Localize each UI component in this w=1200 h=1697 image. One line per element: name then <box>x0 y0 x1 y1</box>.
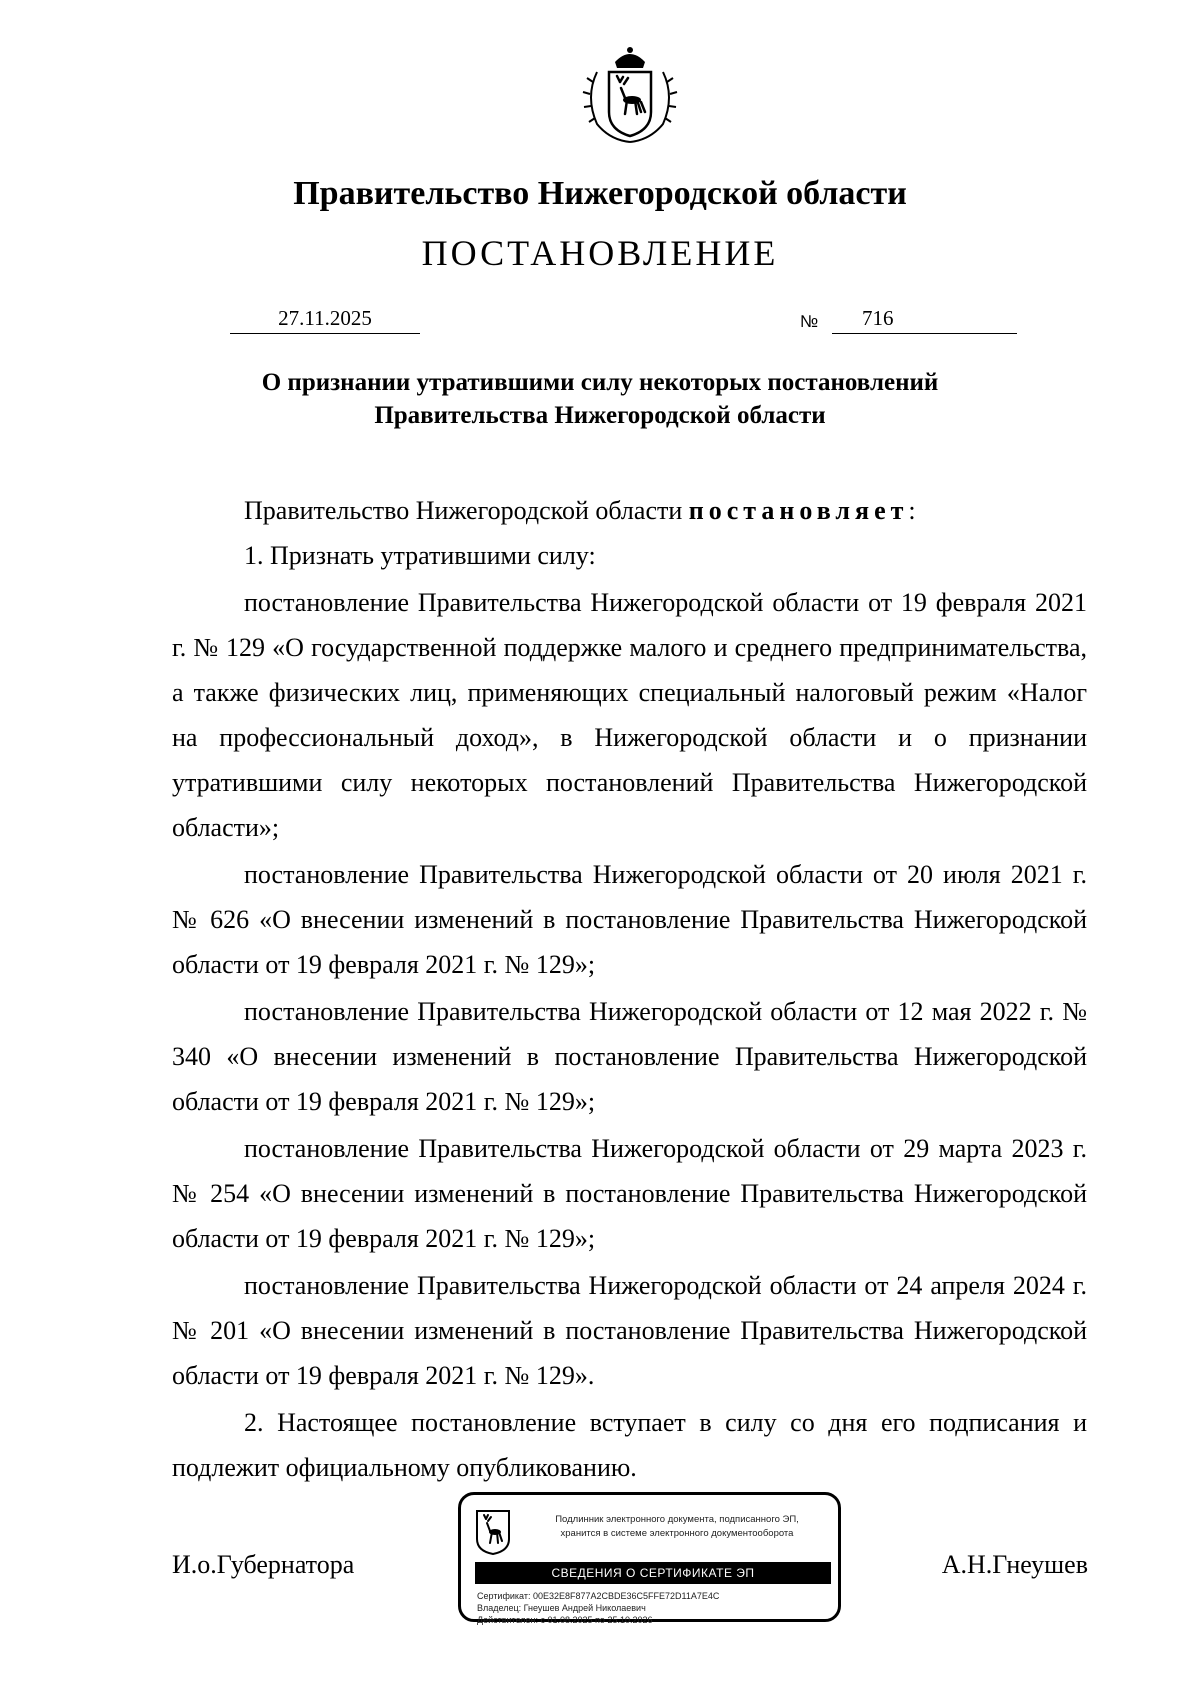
electronic-signature-stamp <box>458 1492 841 1625</box>
document-type-heading: ПОСТАНОВЛЕНИЕ <box>421 233 779 273</box>
intro-resolves: постановляет <box>688 496 909 525</box>
signatory-role: И.о.Губернатора <box>172 1550 355 1579</box>
item-2-paragraph: 2. Настоящее постановление вступает в силу со дня его подписания и подлежит официальному опубликованию. <box>172 1408 1087 1482</box>
document-title <box>0 366 1200 432</box>
repealed-act: постановление Правительства Нижегородской области от 20 июля 2021 г. № 626 «О внесении изменений в постановление Правительства Нижегородской области от 19 февраля 2021 г. № 129»; <box>172 860 1087 979</box>
item-1-heading: 1. Признать утратившими силу: <box>244 541 596 570</box>
document-number: 716 <box>832 306 1017 334</box>
organization-heading: Правительство Нижегородской области <box>293 175 907 212</box>
document-body <box>172 488 1087 1490</box>
number-label: № <box>800 312 819 331</box>
repealed-act: постановление Правительства Нижегородской области от 19 февраля 2021 г. № 129 «О государственной поддержке малого и среднего предпринимательства, а также физических лиц, применяющих специальный налоговый режим «Налог на профессиональный доход», в Нижегородской области и о признании утратившими силу некоторых постановлений Правительства Нижегородской области»; <box>172 588 1087 842</box>
title-line-2: Правительства Нижегородской области <box>374 402 826 429</box>
stamp-certificate-info <box>477 1590 719 1626</box>
signatory-name: А.Н.Гнеушев <box>941 1550 1088 1579</box>
certificate-validity: Действителен: с 01.08.2025 по 25.10.2026 <box>477 1615 653 1625</box>
repealed-act: постановление Правительства Нижегородской области от 24 апреля 2024 г. № 201 «О внесении изменений в постановление Правительства Нижегородской области от 19 февраля 2021 г. № 129». <box>172 1271 1087 1390</box>
certificate-owner: Владелец: Гнеушев Андрей Николаевич <box>477 1603 646 1613</box>
deer-emblem-icon <box>475 1509 511 1555</box>
stamp-banner: СВЕДЕНИЯ О СЕРТИФИКАТЕ ЭП <box>475 1562 831 1584</box>
stamp-note <box>521 1513 833 1541</box>
stamp-note-line-1: Подлинник электронного документа, подписанного ЭП, <box>555 1514 799 1525</box>
coat-of-arms-emblem <box>575 42 685 147</box>
intro-tail: : <box>908 496 916 525</box>
stamp-note-line-2: хранится в системе электронного документооборота <box>560 1528 794 1539</box>
certificate-id: Сертификат: 00E32E8F877A2CBDE36C5FFE72D11A7E4C <box>477 1591 720 1601</box>
repealed-act: постановление Правительства Нижегородской области от 12 мая 2022 г. № 340 «О внесении изменений в постановление Правительства Нижегородской области от 19 февраля 2021 г. № 129»; <box>172 997 1087 1116</box>
intro-lead: Правительство Нижегородской области <box>244 496 689 525</box>
intro-paragraph <box>172 488 1087 533</box>
repealed-act: постановление Правительства Нижегородской области от 29 марта 2023 г. № 254 «О внесении изменений в постановление Правительства Нижегородской области от 19 февраля 2021 г. № 129»; <box>172 1134 1087 1253</box>
title-line-1: О признании утратившими силу некоторых постановлений <box>261 369 939 396</box>
document-date: 27.11.2025 <box>230 306 420 334</box>
